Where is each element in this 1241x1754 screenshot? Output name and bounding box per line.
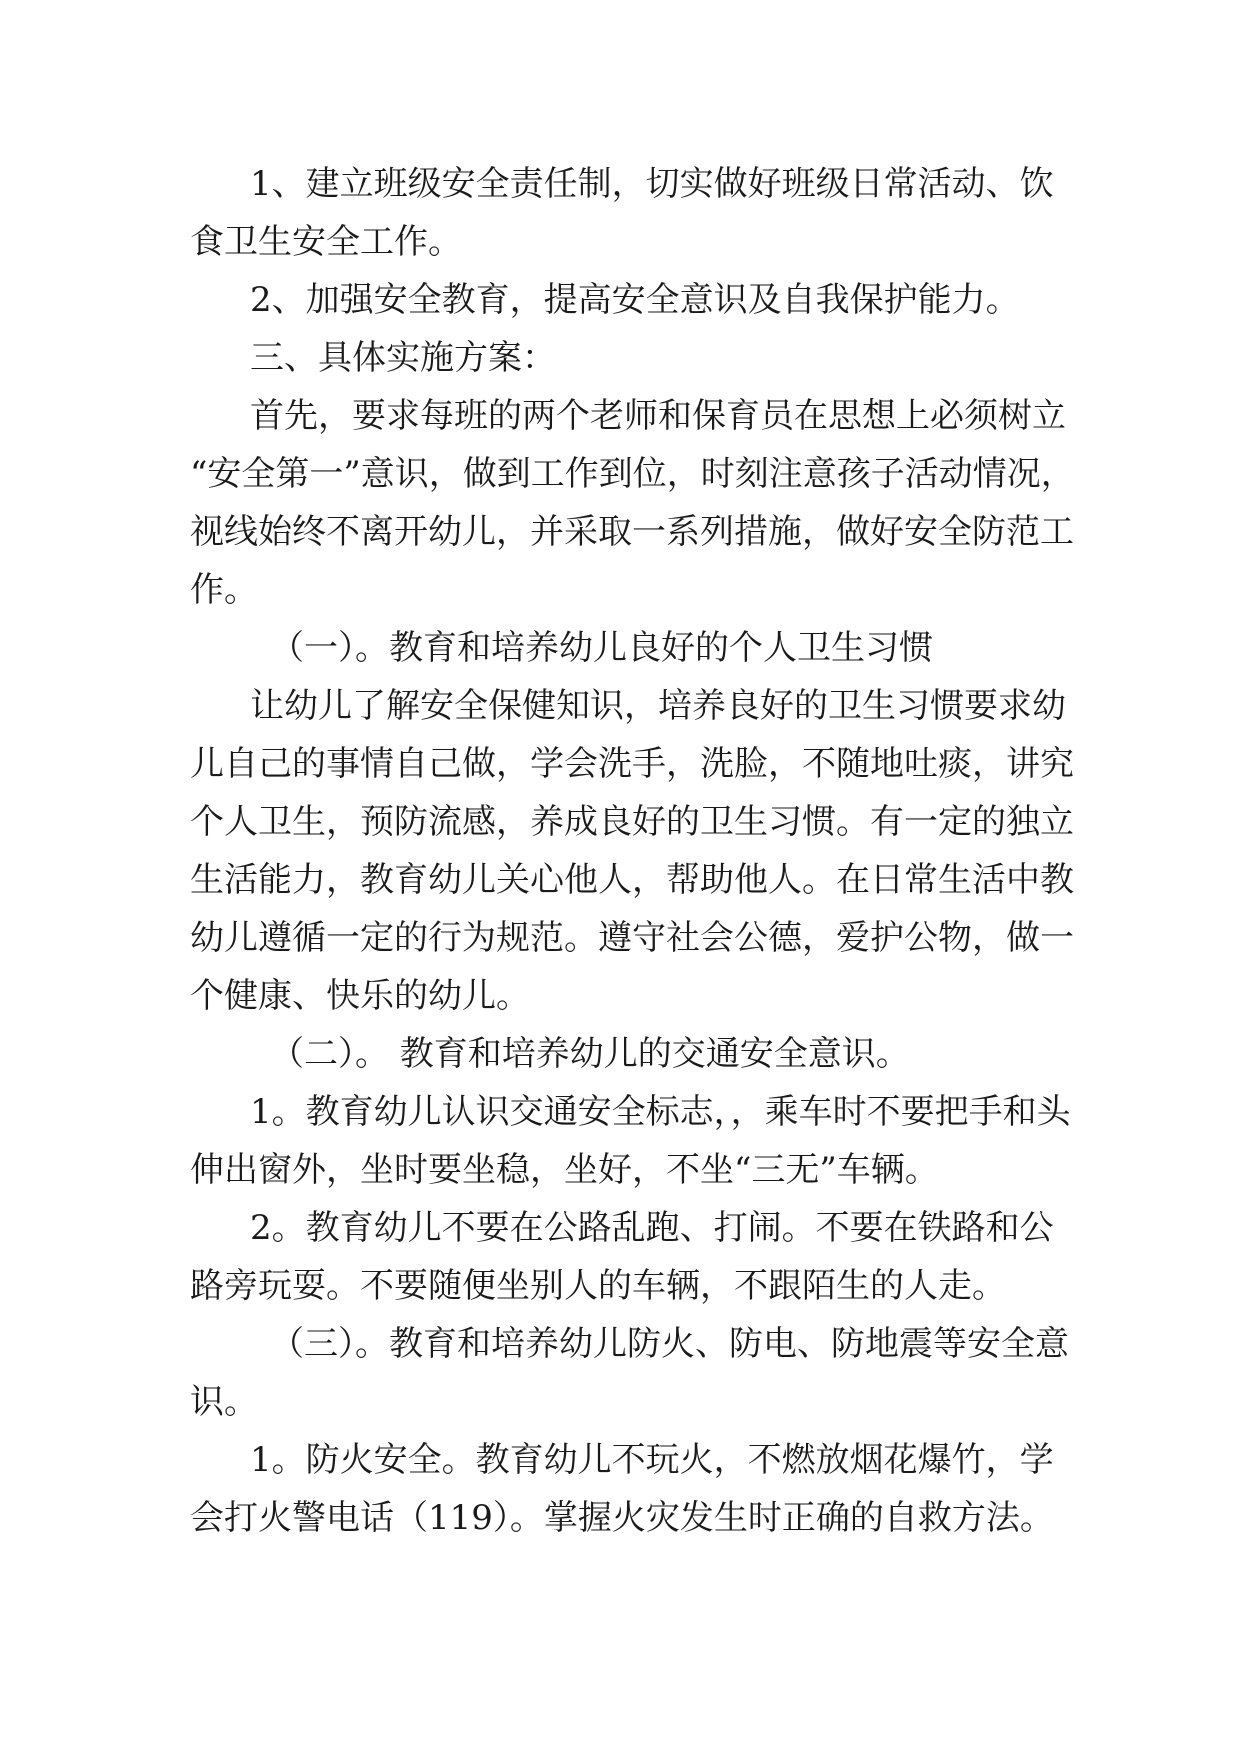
subsection-heading: （三）。教育和培养幼儿防火、防电、防地震等安全意 [270, 1324, 1069, 1364]
section-heading: 三、具体实施方案： [250, 338, 556, 378]
paragraph-line: 生活能力，教育幼儿关心他人，帮助他人。在日常生活中教 [190, 860, 1074, 900]
subsection-heading: （二）。 教育和培养幼儿的交通安全意识。 [270, 1034, 910, 1074]
paragraph-line: 会打火警电话（119）。掌握火灾发生时正确的自救方法。 [190, 1498, 1054, 1538]
paragraph-line: 1。教育幼儿认识交通安全标志，，乘车时不要把手和头 [250, 1092, 1071, 1132]
paragraph-line: 1。防火安全。教育幼儿不玩火，不燃放烟花爆竹，学 [250, 1440, 1054, 1480]
paragraph-line: 首先，要求每班的两个老师和保育员在思想上必须树立 [250, 396, 1066, 436]
paragraph-line: 识。 [190, 1382, 258, 1422]
paragraph-line: 视线始终不离开幼儿，并采取一系列措施，做好安全防范工 [190, 512, 1074, 552]
paragraph-line: 路旁玩耍。不要随便坐别人的车辆，不跟陌生的人走。 [190, 1266, 1006, 1306]
paragraph-line: 2。教育幼儿不要在公路乱跑、打闹。不要在铁路和公 [250, 1208, 1054, 1248]
paragraph-line: 让幼儿了解安全保健知识，培养良好的卫生习惯要求幼 [250, 686, 1066, 726]
paragraph-line: 伸出窗外，坐时要坐稳，坐好，不坐“三无”车辆。 [190, 1150, 939, 1190]
paragraph-line: “安全第一”意识，做到工作到位，时刻注意孩子活动情况， [190, 454, 1075, 494]
paragraph-line: 食卫生安全工作。 [190, 222, 462, 262]
paragraph-line: 作。 [190, 570, 258, 610]
subsection-heading: （一）。教育和培养幼儿良好的个人卫生习惯 [270, 628, 933, 668]
paragraph-line: 儿自己的事情自己做，学会洗手，洗脸，不随地吐痰，讲究 [190, 744, 1074, 784]
paragraph-line: 2、加强安全教育，提高安全意识及自我保护能力。 [250, 280, 1020, 320]
paragraph-line: 个人卫生，预防流感，养成良好的卫生习惯。有一定的独立 [190, 802, 1074, 842]
paragraph-line: 幼儿遵循一定的行为规范。遵守社会公德，爱护公物，做一 [190, 918, 1074, 958]
paragraph-line: 个健康、快乐的幼儿。 [190, 976, 530, 1016]
paragraph-line: 1、建立班级安全责任制，切实做好班级日常活动、饮 [250, 164, 1054, 204]
